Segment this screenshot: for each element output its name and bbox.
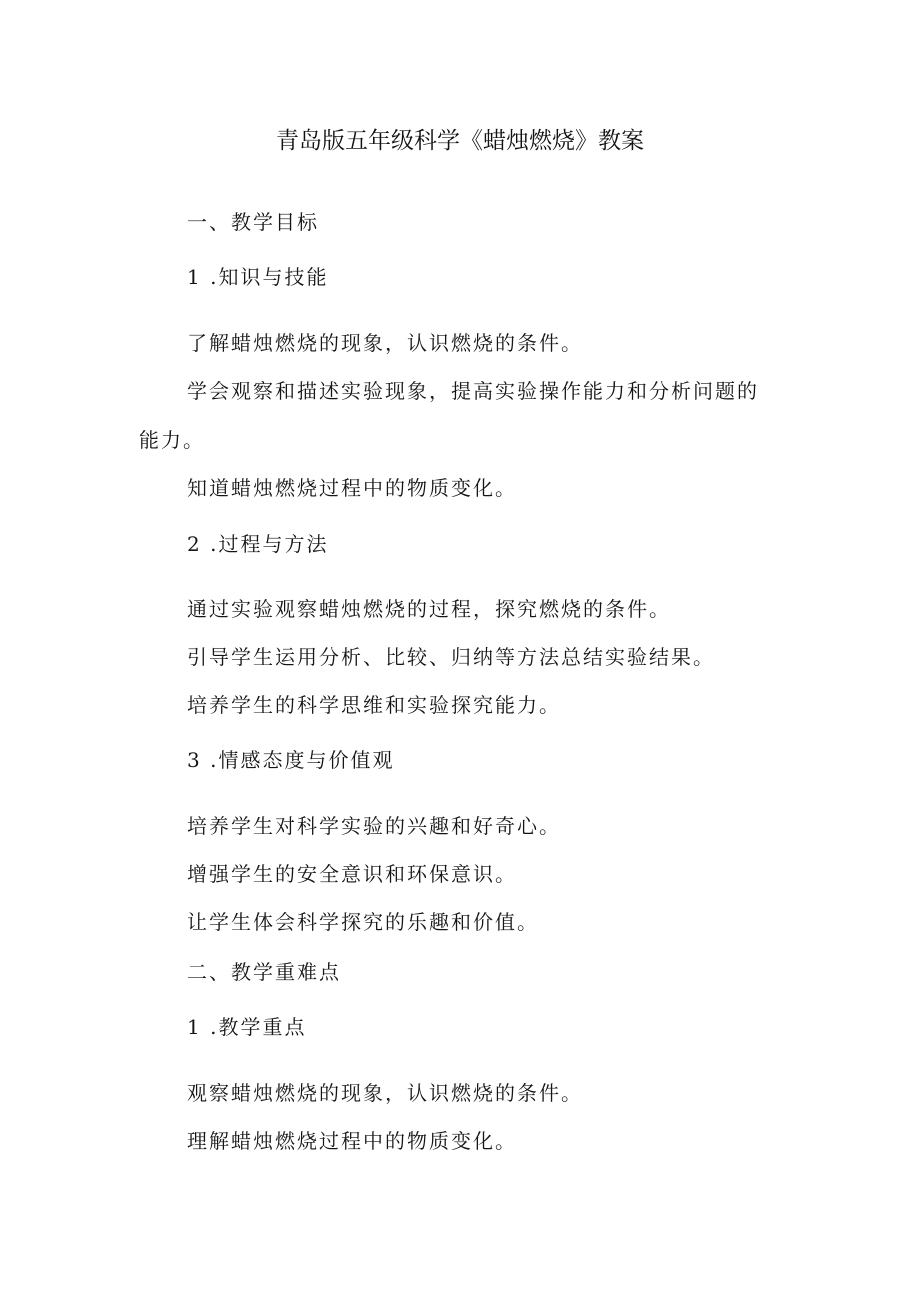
subheading-teaching-focus: 1 .教学重点 <box>187 1015 307 1039</box>
paragraph: 知道蜡烛燃烧过程中的物质变化。 <box>187 476 517 500</box>
paragraph: 增强学生的安全意识和环保意识。 <box>187 862 517 886</box>
section-heading-key-points: 二、教学重难点 <box>187 960 341 984</box>
paragraph: 通过实验观察蜡烛燃烧的过程，探究燃烧的条件。 <box>187 597 671 621</box>
paragraph: 引导学生运用分析、比较、归纳等方法总结实验结果。 <box>187 645 715 669</box>
subheading-knowledge-skills: 1 .知识与技能 <box>187 265 329 289</box>
paragraph: 理解蜡烛燃烧过程中的物质变化。 <box>187 1129 517 1153</box>
paragraph: 学会观察和描述实验现象，提高实验操作能力和分析问题的 <box>187 379 759 403</box>
subheading-process-methods: 2 .过程与方法 <box>187 532 329 556</box>
paragraph: 让学生体会科学探究的乐趣和价值。 <box>187 910 539 934</box>
paragraph: 了解蜡烛燃烧的现象，认识燃烧的条件。 <box>187 331 583 355</box>
paragraph: 观察蜡烛燃烧的现象，认识燃烧的条件。 <box>187 1081 583 1105</box>
document-title: 青岛版五年级科学《蜡烛燃烧》教案 <box>276 128 644 154</box>
paragraph: 培养学生的科学思维和实验探究能力。 <box>187 693 561 717</box>
section-heading-objectives: 一、教学目标 <box>187 210 319 234</box>
paragraph-continuation: 能力。 <box>139 428 205 452</box>
subheading-attitudes-values: 3 .情感态度与价值观 <box>187 748 395 772</box>
paragraph: 培养学生对科学实验的兴趣和好奇心。 <box>187 814 561 838</box>
